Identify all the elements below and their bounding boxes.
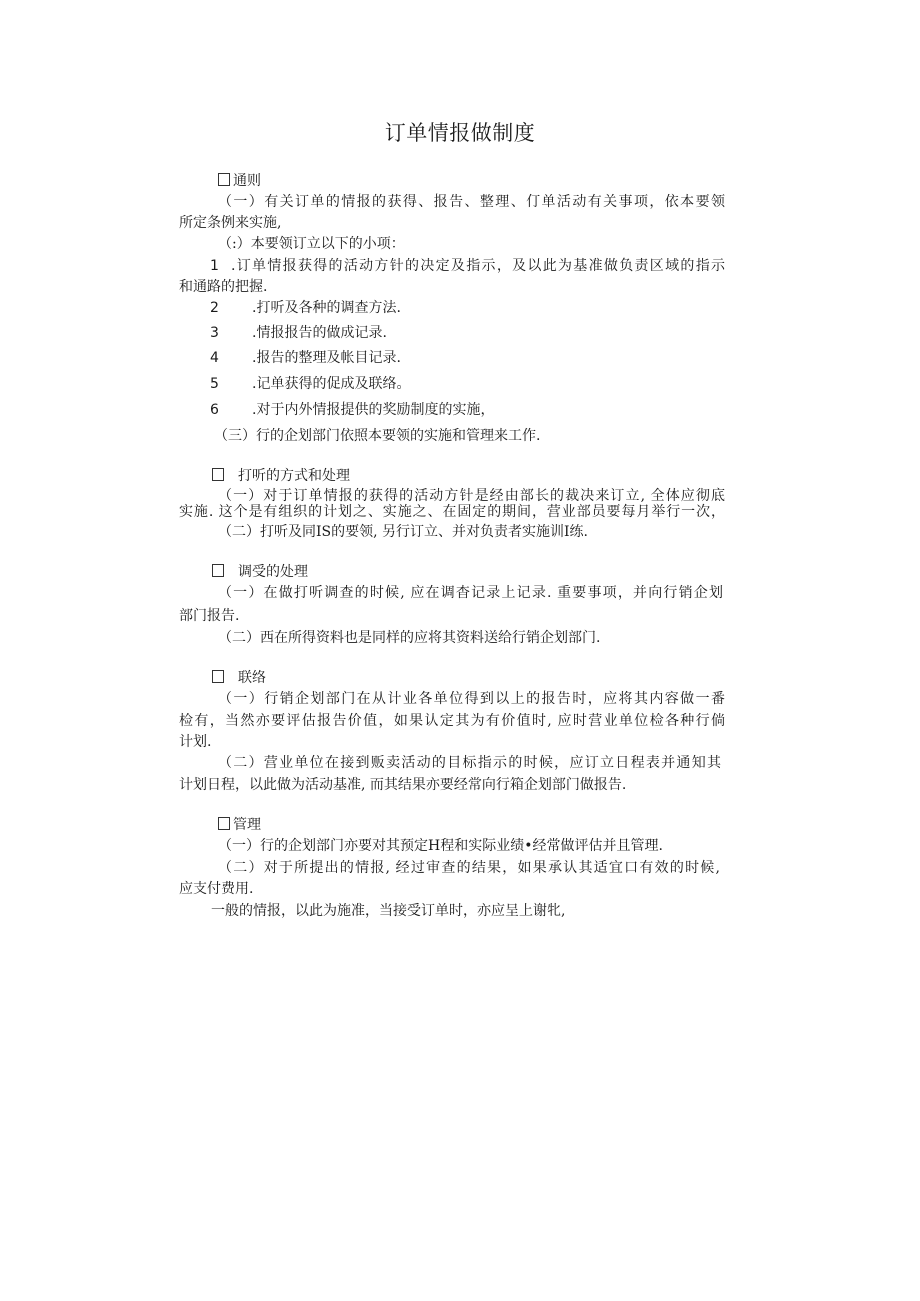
section-heading-liaison: 联络 (212, 667, 266, 689)
paragraph-line: （一）行的企划部门亦要对其预定H程和实际业绩•经常做评估并且管理. (218, 838, 663, 854)
section-heading-management: 管理 (218, 814, 261, 836)
section-heading-received: 调受的处理 (212, 561, 308, 583)
list-item-text: 和通路的把握. (179, 279, 268, 295)
list-item-text: .对于内外情报提供的奖励制度的实施， (252, 402, 495, 418)
paragraph-line: 检有，当然亦要评估报告价值，如果认定其为有价值时, 应时营业单位检各种行倘 (179, 713, 725, 729)
list-item-number: 6 (210, 402, 219, 418)
list-item-number: 5 (210, 376, 219, 392)
paragraph-line: （:）本要领订立以下的小项： (218, 236, 405, 252)
checkbox-square-icon (212, 564, 224, 577)
list-item-number: 4 (210, 350, 219, 366)
list-item-text: .记单获得的促成及联络。 (252, 376, 411, 392)
paragraph-line: 一般的情报，以此为施准，当接受订单时，亦应呈上谢牝, (211, 903, 566, 919)
paragraph-line: （一）有关订单的情报的获得、报告、整理、仃单活动有关事项，依本要领 (218, 194, 725, 210)
list-item-text: .情报报告的做成记录. (252, 325, 387, 341)
list-item-number: 1 (210, 258, 219, 274)
paragraph-line: 所定条例来实施, (179, 215, 282, 231)
checkbox-square-icon (218, 173, 230, 186)
page-title: 订单情报做制度 (384, 121, 536, 145)
section-heading-inquiry: 打听的方式和处理 (212, 465, 350, 487)
section-heading-general: 通则 (218, 170, 261, 192)
paragraph-line: 计划日程，以此做为活动基准, 而其结果亦要经常向行箱企划部门做报告. (179, 777, 627, 793)
list-item-text: .订单情报获得的活动方针的决定及指示，及以此为基准做负责区域的指示 (231, 258, 725, 274)
paragraph-line: （三）行的企划部门依照本要领的实施和管理来工作. (214, 428, 541, 444)
paragraph-line: （一）对于订单情报的获得的活动方针是经由部长的裁决来订立, 全体应彻底 (218, 488, 725, 504)
list-item-text: .报告的整理及帐目记录. (252, 350, 401, 366)
checkbox-square-icon (218, 817, 230, 830)
list-item-number: 3 (210, 325, 219, 341)
list-item-text: .打听及各种的调查方法. (252, 300, 401, 316)
paragraph-line: （二）对于所提出的情报, 经过审查的结果，如果承认其适宜口有效的时候, (218, 860, 720, 876)
paragraph-line: 部门报告. (179, 608, 240, 624)
paragraph-line: 计划. (179, 734, 212, 750)
list-item-number: 2 (210, 300, 219, 316)
paragraph-line: （一）在做打听调查的时候, 应在调杳记录上记录. 重要事项，并向行销企划 (218, 585, 723, 601)
paragraph-line: 应支付费用. (179, 881, 254, 897)
paragraph-line: （二）西在所得资料也是同样的应将其资料送给行销企划部门. (218, 630, 601, 646)
paragraph-line: （二）营业单位在接到贩卖活动的目标指示的时候，应订立日程表并通知其 (218, 755, 721, 771)
checkbox-square-icon (212, 670, 224, 683)
paragraph-line: （一）行销企划部门在从计业各单位得到以上的报告时，应将其内容做一番 (218, 691, 725, 707)
paragraph-line: （二）打听及同IS的要领, 另行订立、并对负责者实施训I练. (218, 524, 589, 540)
paragraph-line: 实施. 这个是有组织的计划之、实施之、在固定的期间，营业部员要每月举行一次， (179, 504, 725, 520)
checkbox-square-icon (212, 468, 224, 481)
